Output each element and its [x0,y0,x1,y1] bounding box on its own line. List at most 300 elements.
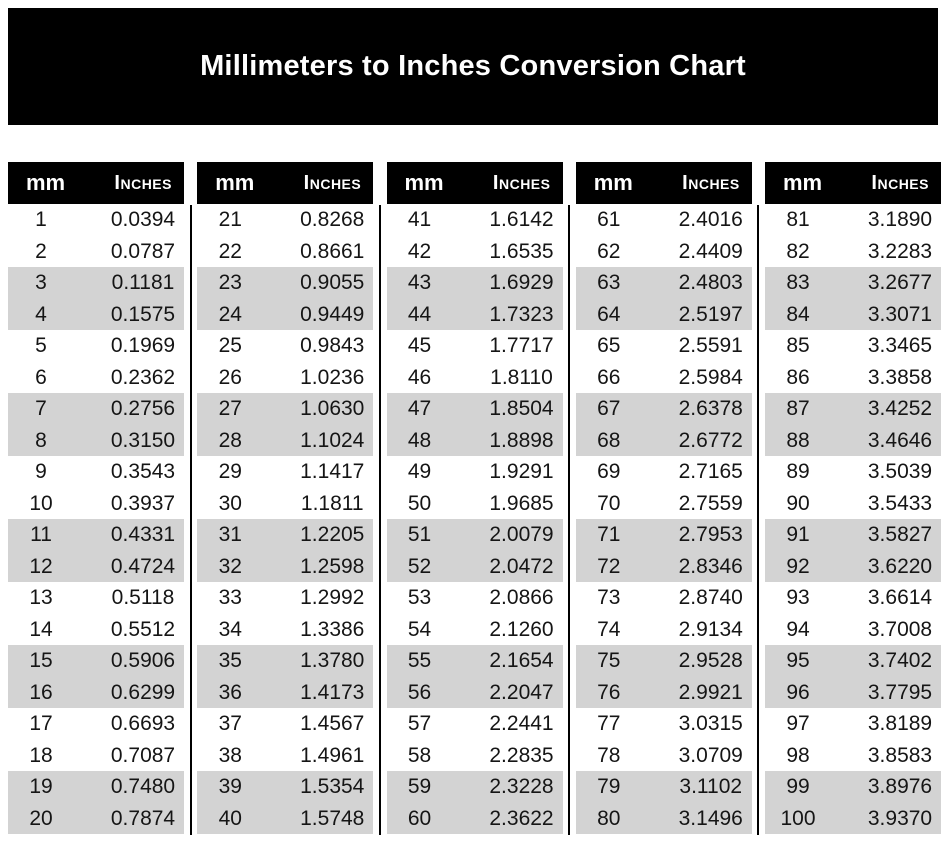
mm-value: 63 [597,271,621,294]
mm-value: 15 [29,649,53,672]
table-row [8,236,184,268]
mm-value: 74 [597,617,621,641]
mm-value: 86 [786,365,810,389]
inches-value: 0.6299 [110,680,176,704]
mm-value: 76 [597,680,621,704]
inches-value: 3.1496 [678,806,743,830]
table-row [8,645,184,677]
column-header [197,162,373,204]
table-row [765,582,941,614]
mm-value: 94 [786,617,810,641]
mm-value: 85 [786,334,810,357]
mm-value: 95 [786,649,810,672]
inches-value: 2.2047 [489,680,554,704]
inches-value: 2.3622 [489,806,554,830]
mm-value: 56 [407,680,432,704]
conversion-column [576,162,752,835]
table-row [8,362,184,394]
table-row [387,456,563,488]
inches-value: 0.4724 [110,554,176,578]
inches-value: 3.2677 [867,271,933,294]
table-row [387,267,563,299]
inches-value: 1.1811 [300,491,364,515]
table-row [387,582,563,614]
mm-value: 57 [407,712,432,735]
table-row [8,204,184,236]
table-row [8,582,184,614]
table-row [8,551,184,583]
table-row [8,519,184,551]
column-header [8,162,184,204]
column-body [8,204,184,834]
table-row [8,614,184,646]
inches-value: 1.7717 [489,334,554,357]
mm-header-label: mm [783,170,823,195]
inches-value: 3.3071 [867,302,933,326]
inches-value: 3.1890 [867,208,933,231]
inches-value: 0.9055 [300,271,365,294]
inches-header-label: Inches [114,171,172,194]
mm-value: 75 [597,649,621,672]
table-row [576,393,752,425]
mm-value: 9 [35,460,47,483]
table-row [765,677,941,709]
inches-value: 1.1024 [300,428,365,452]
column-divider [379,205,381,835]
table-row [387,614,563,646]
mm-value: 67 [597,397,621,420]
table-row [197,236,373,268]
table-row [765,803,941,835]
table-row [8,393,184,425]
table-row [765,299,941,331]
table-row [387,330,563,362]
inches-header-label: Inches [492,171,551,194]
mm-value: 25 [218,334,242,357]
mm-value: 43 [407,271,432,294]
inches-value: 2.5591 [678,334,743,357]
mm-value: 12 [29,554,53,578]
table-row [387,393,563,425]
inches-value: 2.7953 [678,523,743,546]
inches-value: 0.5906 [110,649,176,672]
table-row [8,488,184,520]
inches-value: 0.3543 [110,460,176,483]
inches-value: 3.5827 [867,523,933,546]
inches-value: 0.9449 [300,302,365,326]
table-row [8,771,184,803]
table-row [576,677,752,709]
table-row [8,677,184,709]
table-row [576,708,752,740]
table-row [387,204,563,236]
table-row [387,803,563,835]
mm-value: 58 [407,743,432,767]
inches-value: 3.3858 [867,365,933,389]
table-row [765,393,941,425]
mm-value: 42 [407,239,432,263]
table-row [576,771,752,803]
inches-value: 3.9370 [867,806,933,830]
mm-value: 64 [597,302,621,326]
inches-header-label: Inches [303,171,362,194]
conversion-column [387,162,563,835]
inches-value: 1.0236 [300,365,365,389]
conversion-column [8,162,184,835]
mm-value: 83 [786,271,810,294]
inches-value: 3.3465 [867,334,933,357]
inches-value: 2.4016 [678,208,743,231]
mm-value: 29 [218,460,242,483]
mm-value: 3 [35,271,47,294]
mm-value: 2 [35,239,47,263]
inches-value: 1.4567 [300,712,365,735]
inches-value: 1.7323 [489,302,554,326]
inches-value: 0.1969 [110,334,176,357]
table-row [387,677,563,709]
mm-value: 91 [786,523,810,546]
table-row [197,551,373,583]
mm-value: 5 [35,334,47,357]
table-row [197,803,373,835]
mm-value: 17 [29,712,53,735]
inches-value: 2.9134 [678,617,743,641]
mm-value: 93 [786,586,810,609]
table-row [387,299,563,331]
inches-value: 1.3386 [300,617,365,641]
mm-value: 80 [597,806,621,830]
inches-value: 2.5984 [678,365,743,389]
mm-value: 81 [786,208,810,231]
mm-value: 59 [407,775,432,798]
mm-value: 65 [597,334,621,357]
mm-value: 51 [407,523,432,546]
inches-value: 0.3937 [110,491,176,515]
mm-value: 72 [597,554,621,578]
inches-value: 3.7795 [867,680,933,704]
inches-value: 0.0394 [110,208,176,231]
mm-value: 84 [786,302,810,326]
inches-value: 3.8583 [867,743,933,767]
inches-value: 0.7874 [110,806,176,830]
mm-value: 92 [786,554,810,578]
mm-value: 11 [30,523,52,546]
inches-value: 1.4173 [300,680,365,704]
table-row [765,330,941,362]
table-row [8,425,184,457]
inches-value: 1.8504 [489,397,554,420]
inches-value: 3.1102 [679,775,743,798]
mm-header-label: mm [26,170,66,195]
inches-value: 3.6220 [867,554,933,578]
inches-value: 3.2283 [867,239,933,263]
inches-value: 1.0630 [300,397,365,420]
inches-value: 0.5512 [110,617,176,641]
mm-value: 97 [786,712,810,735]
inches-value: 2.4409 [678,239,743,263]
mm-value: 66 [597,365,621,389]
inches-value: 1.6142 [489,208,554,231]
inches-value: 0.8661 [300,239,365,263]
inches-value: 0.1181 [111,271,175,294]
mm-value: 28 [218,428,242,452]
mm-value: 89 [786,460,810,483]
inches-value: 2.9528 [678,649,743,672]
table-row [197,519,373,551]
mm-value: 6 [35,365,47,389]
column-divider [190,205,192,835]
table-row [576,740,752,772]
mm-value: 8 [35,428,47,452]
inches-value: 0.4331 [110,523,176,546]
table-row [197,614,373,646]
mm-value: 19 [29,775,53,798]
mm-value: 61 [597,208,621,231]
table-row [576,236,752,268]
table-row [576,299,752,331]
table-row [197,708,373,740]
column-body [765,204,941,834]
mm-value: 48 [407,428,432,452]
table-row [765,267,941,299]
table-row [197,771,373,803]
inches-value: 0.5118 [111,586,175,609]
inches-value: 2.0866 [489,586,554,609]
table-row [197,204,373,236]
column-header [765,162,941,204]
mm-value: 99 [786,775,810,798]
table-row [576,267,752,299]
table-row [765,771,941,803]
inches-value: 0.0787 [110,239,176,263]
mm-value: 82 [786,239,810,263]
mm-value: 22 [218,239,242,263]
inches-value: 0.7087 [110,743,176,767]
mm-value: 7 [35,397,47,420]
inches-value: 0.8268 [300,208,365,231]
mm-value: 4 [35,302,47,326]
table-row [8,456,184,488]
table-row [8,267,184,299]
inches-value: 2.1654 [489,649,554,672]
table-row [197,267,373,299]
table-row [576,582,752,614]
inches-value: 3.7008 [867,617,933,641]
inches-value: 1.6929 [489,271,554,294]
mm-value: 40 [218,806,242,830]
column-header [387,162,563,204]
inches-value: 2.7559 [678,491,743,515]
inches-value: 3.4252 [867,397,933,420]
mm-value: 41 [407,208,432,231]
table-row [765,614,941,646]
mm-value: 78 [597,743,621,767]
table-row [576,645,752,677]
table-row [197,488,373,520]
inches-value: 1.5354 [300,775,365,798]
table-row [197,362,373,394]
table-row [576,330,752,362]
title-banner [8,8,938,125]
conversion-column [197,162,373,835]
mm-value: 21 [218,208,242,231]
mm-value: 27 [218,397,242,420]
mm-value: 18 [29,743,53,767]
table-row [576,204,752,236]
inches-value: 1.8898 [489,428,554,452]
table-row [387,771,563,803]
table-row [8,803,184,835]
inches-value: 2.6772 [678,428,743,452]
conversion-column [765,162,941,835]
page-title: Millimeters to Inches Conversion Chart [200,50,746,82]
mm-value: 26 [218,365,242,389]
table-row [387,362,563,394]
mm-value: 77 [597,712,621,735]
inches-value: 3.8976 [867,775,933,798]
table-row [197,645,373,677]
inches-value: 1.1417 [300,460,365,483]
mm-value: 62 [597,239,621,263]
inches-value: 1.6535 [489,239,554,263]
inches-value: 3.7402 [867,649,933,672]
inches-value: 0.1575 [110,302,176,326]
mm-value: 52 [407,554,432,578]
table-row [197,425,373,457]
mm-value: 73 [597,586,621,609]
table-row [8,330,184,362]
inches-value: 3.0709 [678,743,743,767]
table-row [576,456,752,488]
table-row [197,740,373,772]
mm-value: 96 [786,680,810,704]
inches-value: 3.0315 [678,712,743,735]
mm-value: 54 [407,617,432,641]
mm-value: 49 [407,460,432,483]
column-divider [757,205,759,835]
table-row [387,488,563,520]
inches-value: 1.2992 [300,586,365,609]
inches-value: 1.2205 [300,523,365,546]
mm-value: 55 [407,649,432,672]
inches-value: 1.5748 [300,806,365,830]
column-body [576,204,752,834]
conversion-table-grid [8,162,941,835]
inches-value: 0.6693 [110,712,176,735]
mm-value: 33 [218,586,242,609]
mm-value: 60 [407,806,432,830]
table-row [387,551,563,583]
mm-value: 31 [218,523,242,546]
mm-value: 53 [407,586,432,609]
table-row [765,425,941,457]
table-row [8,740,184,772]
inches-header-label: Inches [871,171,929,194]
mm-value: 88 [786,428,810,452]
column-body [197,204,373,834]
mm-value: 71 [597,523,621,546]
inches-value: 2.8740 [678,586,743,609]
table-row [387,236,563,268]
table-row [576,803,752,835]
table-row [197,330,373,362]
mm-value: 100 [780,806,816,830]
table-row [765,708,941,740]
table-row [197,393,373,425]
mm-value: 90 [786,491,810,515]
mm-value: 98 [786,743,810,767]
mm-header-label: mm [404,170,444,195]
table-row [8,299,184,331]
inches-value: 2.2441 [489,712,554,735]
inches-value: 2.0079 [489,523,554,546]
inches-value: 3.5039 [867,460,933,483]
mm-header-label: mm [215,170,255,195]
inches-value: 1.9291 [489,460,554,483]
inches-value: 2.8346 [678,554,743,578]
table-row [387,645,563,677]
mm-value: 87 [786,397,810,420]
mm-value: 46 [407,365,432,389]
inches-value: 2.2835 [489,743,554,767]
mm-value: 32 [218,554,242,578]
table-row [765,362,941,394]
inches-value: 2.1260 [489,617,554,641]
mm-value: 44 [407,302,432,326]
inches-value: 2.0472 [489,554,554,578]
inches-value: 1.4961 [300,743,365,767]
table-row [387,740,563,772]
mm-value: 38 [218,743,242,767]
inches-value: 2.4803 [678,271,743,294]
inches-value: 0.9843 [300,334,365,357]
table-row [387,425,563,457]
table-row [765,519,941,551]
inches-value: 2.7165 [678,460,743,483]
table-row [576,362,752,394]
mm-value: 23 [218,271,242,294]
mm-value: 69 [597,460,621,483]
mm-value: 10 [29,491,53,515]
inches-value: 3.8189 [867,712,933,735]
column-body [387,204,563,834]
inches-value: 2.5197 [678,302,743,326]
mm-value: 14 [29,617,53,641]
table-row [197,456,373,488]
table-row [765,488,941,520]
mm-value: 34 [218,617,242,641]
table-row [197,582,373,614]
inches-value: 1.9685 [489,491,554,515]
table-row [576,614,752,646]
table-row [765,740,941,772]
mm-value: 35 [218,649,242,672]
table-row [765,645,941,677]
table-row [8,708,184,740]
table-row [765,551,941,583]
mm-value: 47 [407,397,432,420]
inches-value: 1.8110 [490,365,553,389]
inches-value: 0.3150 [110,428,176,452]
inches-value: 3.6614 [867,586,933,609]
table-row [387,519,563,551]
mm-value: 16 [29,680,53,704]
mm-value: 20 [29,806,53,830]
column-divider [568,205,570,835]
table-row [765,456,941,488]
inches-value: 0.7480 [110,775,176,798]
column-header [576,162,752,204]
